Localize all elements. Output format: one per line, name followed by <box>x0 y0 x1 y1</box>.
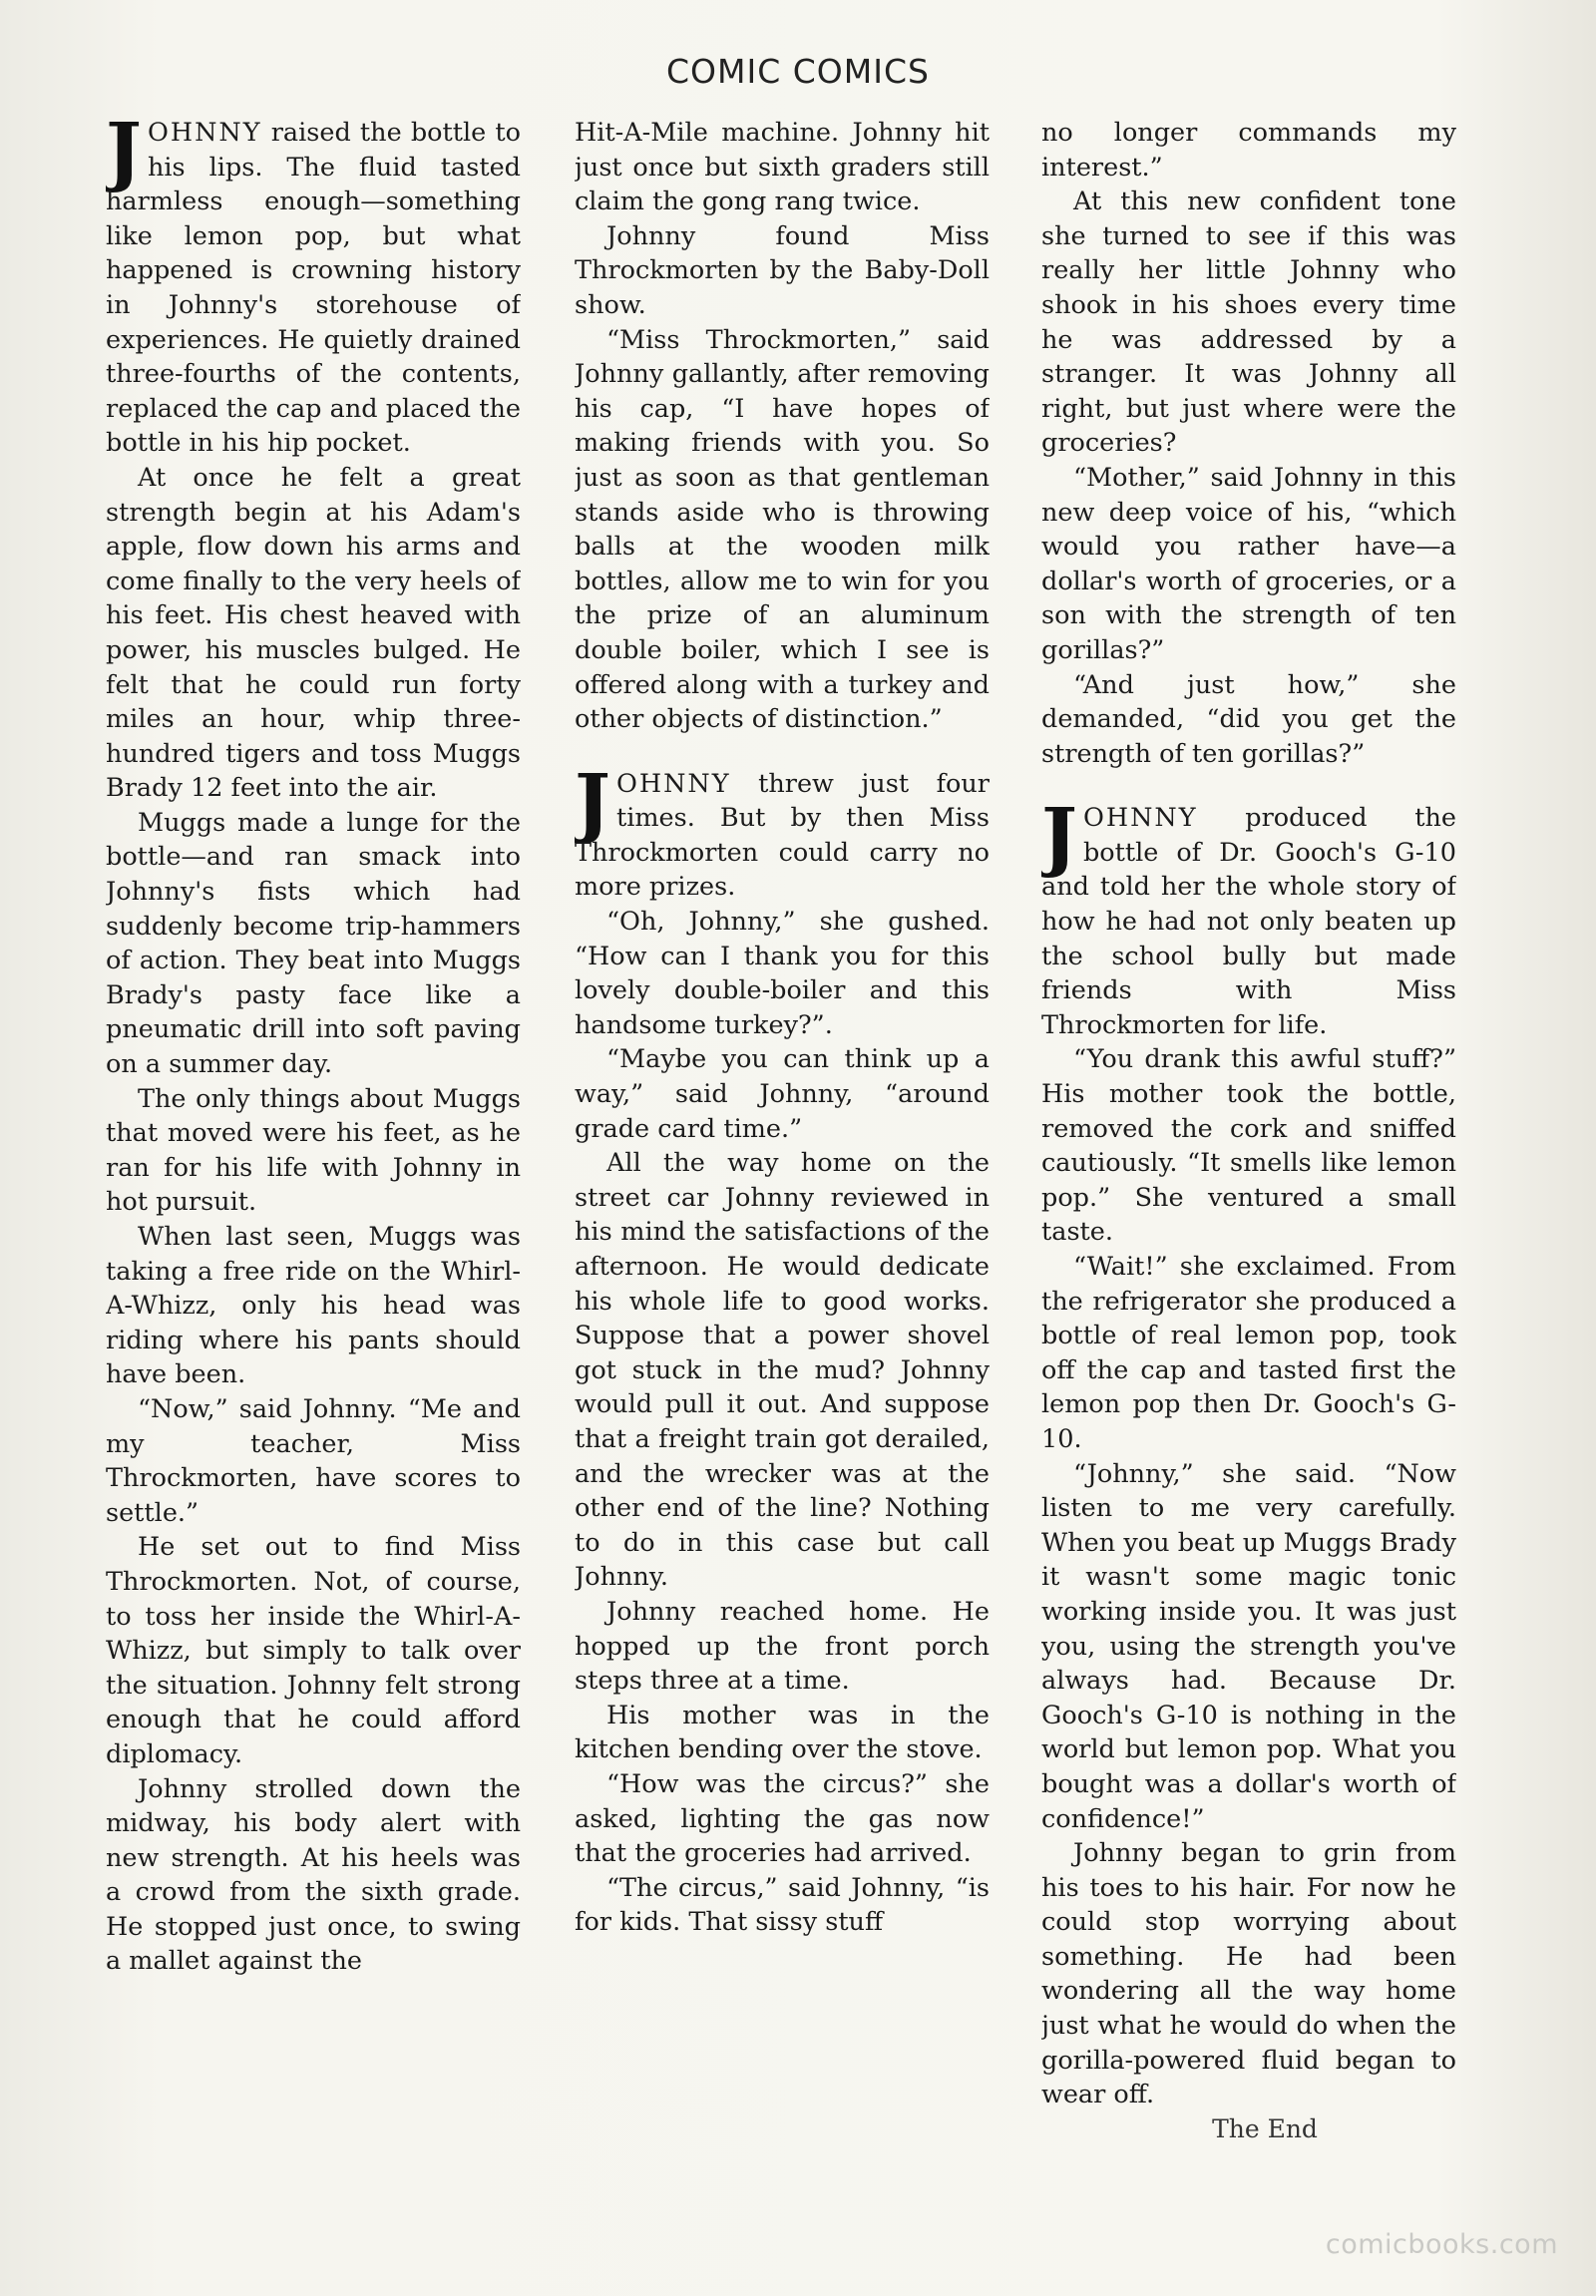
paragraph: Johnny strolled down the midway, his body alert with new strength. At his heels was a crowd from the sixth grade. He stopped just once, to swing a mallet against the <box>106 1773 521 1977</box>
paragraph: “And just how,” she demanded, “did you get the strength of ten gorillas?” <box>1041 669 1456 769</box>
paragraph: Muggs made a lunge for the bottle—and ran smack into Johnny's fists which had suddenly become trip-hammers of action. They beat into Muggs Brady's pasty face like a pneumatic drill into soft paving on a summer day. <box>106 807 521 1080</box>
watermark: comicbooks.com <box>1325 2229 1558 2260</box>
paragraph <box>106 116 521 461</box>
paragraph: When last seen, Muggs was taking a free ride on the Whirl-A-Whizz, only his head was riding where his pants should have been. <box>106 1222 521 1390</box>
paragraph: His mother was in the kitchen bending over the stove. <box>575 1700 990 1765</box>
paragraph: no longer commands my interest.” <box>1041 118 1456 183</box>
paragraph: “Maybe you can think up a way,” said Johnny, “around grade card time.” <box>575 1044 990 1144</box>
lead-word: OHNNY <box>1082 803 1198 834</box>
paragraph: Hit-A-Mile machine. Johnny hit just once but sixth graders still claim the gong rang twice. <box>575 118 990 217</box>
paragraph: At this new confident tone she turned to see if this was really her little Johnny who shook in his shoes every time he was addressed by a stranger. It was Johnny all right, but just where were the groceries? <box>1041 187 1456 459</box>
drop-cap: J <box>575 756 610 846</box>
paragraph: Johnny began to grin from his toes to his hair. For now he could stop worrying about something. He had been wondering all the way home just what he would do when the gorilla-powered fluid began to wear off. <box>1041 1838 1456 2110</box>
paragraph: The only things about Muggs that moved were his feet, as he ran for his life with Johnny in hot pursuit. <box>106 1083 521 1218</box>
paragraph: “Mother,” said Johnny in this new deep voice of his, “which would you rather have—a dollar's worth of groceries, or a son with the strength of ten gorillas?” <box>1041 462 1456 665</box>
paragraph-text: raised the bottle to his lips. The fluid tasted harmless enough—something like lemon pop, but what happened is crowning history in Johnny's storehouse of experiences. He quietly drained three-fourths of the contents, replaced the cap and placed the bottle in his hip pocket. <box>106 118 521 459</box>
text-column-3 <box>1041 116 1456 2160</box>
paragraph: “How was the circus?” she asked, lighting the gas now that the groceries had arrived. <box>575 1768 990 1869</box>
end-mark: The End <box>1212 2113 1318 2143</box>
paragraph: Johnny reached home. He hopped up the front porch steps three at a time. <box>575 1596 990 1697</box>
paragraph: Johnny found Miss Throckmorten by the Baby-Doll show. <box>575 220 990 320</box>
paragraph: “Miss Throckmorten,” said Johnny gallantly, after removing his cap, “I have hopes of making friends with you. So just as soon as that gentleman stands aside who is throwing balls at the wooden milk bottles, allow me to win for you the prize of an aluminum double boiler, which I see is offered along with a turkey and other objects of distinction.” <box>575 324 990 735</box>
paragraph: “Wait!” she exclaimed. From the refrigerator she produced a bottle of real lemon pop, took off the cap and tasted first the lemon pop then Dr. Gooch's G-10. <box>1041 1252 1456 1454</box>
paragraph: “The circus,” said Johnny, “is for kids. That sissy stuff <box>575 1872 990 1938</box>
text-column-2 <box>575 116 990 2160</box>
paragraph: “Oh, Johnny,” she gushed. “How can I thank you for this lovely double-boiler and this handsome turkey?”. <box>575 907 990 1040</box>
paragraph: He set out to find Miss Throckmorten. Not, of course, to toss her inside the Whirl-A-Whizz, but simply to talk over the situation. Johnny felt strong enough that he could afford diplomacy. <box>106 1532 521 1769</box>
paragraph: “Johnny,” she said. “Now listen to me very carefully. When you beat up Muggs Brady it wasn't some magic tonic working inside you. It was just you, using the strength you've always had. Because Dr. Gooch's G-10 is nothing in the world but lemon pop. What you bought was a dollar's worth of confidence!” <box>1041 1458 1456 1834</box>
paragraph <box>1041 791 1456 1042</box>
paragraph-text: threw just four times. But by then Miss Throckmorten could carry no more prizes. <box>575 768 990 903</box>
page-title: COMIC COMICS <box>666 52 930 91</box>
paragraph-text: produced the bottle of Dr. Gooch's G-10 and told her the whole story of how he had not only beaten up the school bully but made friends with Miss Throckmorten for life. <box>1041 803 1456 1040</box>
paragraph: “You drank this awful stuff?” His mother took the bottle, removed the cork and sniffed cautiously. “It smells like lemon pop.” She ventured a small taste. <box>1041 1044 1456 1248</box>
paragraph: At once he felt a great strength begin at his Adam's apple, flow down his arms and come finally to the very heels of his feet. His chest heaved with power, his muscles bulged. He felt that he could run forty miles an hour, whip three-hundred tigers and toss Muggs Brady 12 feet into the air. <box>106 462 521 804</box>
lead-word: OHNNY <box>147 118 262 148</box>
paragraph: All the way home on the street car Johnny reviewed in his mind the satisfactions of the afternoon. He would dedicate his whole life to good works. Suppose that a power shovel got stuck in the mud? Johnny would pull it out. And suppose that a freight train got derailed, and the wrecker was at the other end of the line? Nothing to do in this case but call Johnny. <box>575 1148 990 1593</box>
lead-word: OHNNY <box>615 768 731 799</box>
text-column-1 <box>106 116 521 2160</box>
paragraph <box>575 756 990 905</box>
drop-cap: J <box>106 116 142 194</box>
drop-cap: J <box>1041 791 1077 881</box>
paragraph: “Now,” said Johnny. “Me and my teacher, Miss Throckmorten, have scores to settle.” <box>106 1393 521 1528</box>
